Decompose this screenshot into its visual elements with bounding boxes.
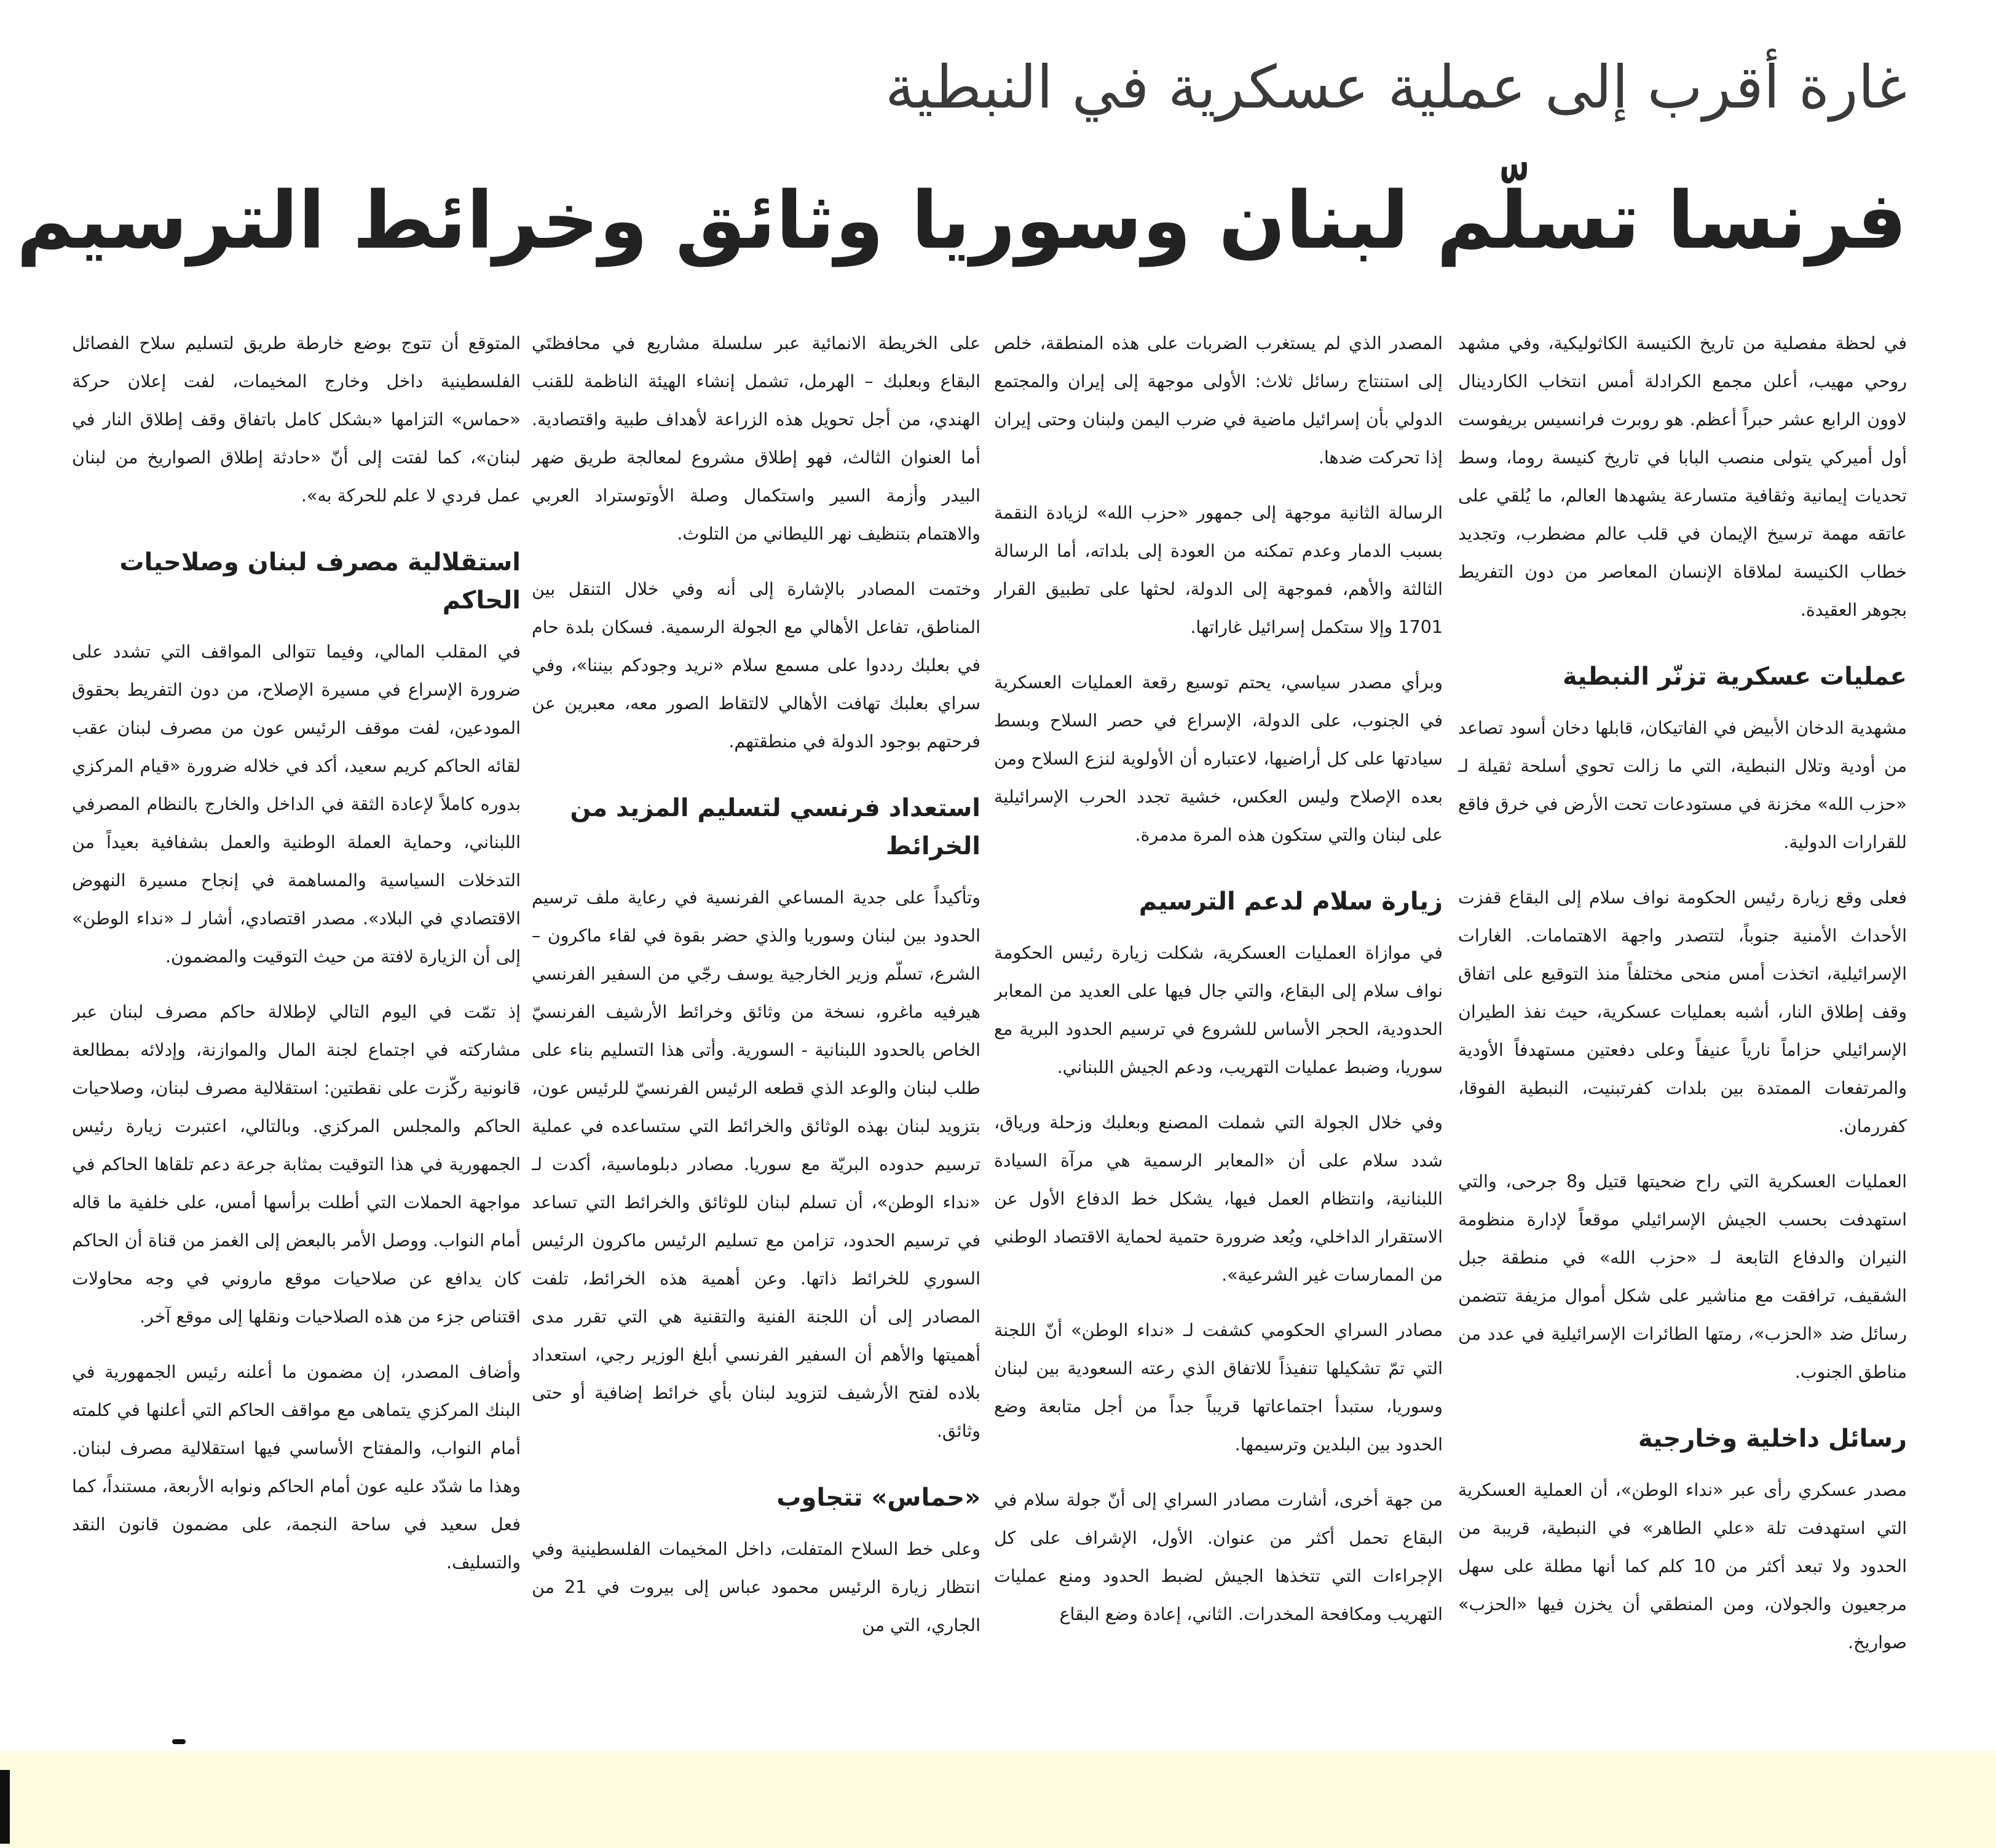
article-paragraph: مصدر عسكري رأى عبر «نداء الوطن»، أن العملية العسكرية التي استهدفت تلة «علي الطاهر» في النبطية، قريبة من الحدود ولا تبعد أكثر من 10 كلم كما أنها مطلة على سهل مرجعيون والجولان، ومن المنطقي أن يخزن فيها «الحزب» صواريخ.	[1458, 1480, 1907, 1653]
section-subheading: «حماس» تتجاوب	[776, 1484, 980, 1512]
section-subheading: استقلالية مصرف لبنان وصلاحيات الحاكم	[119, 548, 521, 615]
article-column-3	[532, 324, 980, 1713]
page-edge-mark-small	[172, 1739, 186, 1744]
bottom-highlight-band	[0, 1750, 1996, 1848]
section-subheading: عمليات عسكرية تزنّر النبطية	[1563, 663, 1907, 691]
article-paragraph: وعلى خط السلاح المتفلت، داخل المخيمات الفلسطينية وفي انتظار زيارة الرئيس محمود عباس إلى بيروت في 21 من الجاري، التي من	[532, 1539, 980, 1635]
article-paragraph: إذ تمّت في اليوم التالي لإطلالة حاكم مصرف لبنان عبر مشاركته في اجتماع لجنة المال والموازنة، وإدلائه بمطالعة قانونية ركّزت على نقطتين: استقلالية مصرف لبنان، وصلاحيات الحاكم والمجلس المركزي. وبالتالي، اعتبرت زيارة رئيس الجمهورية في هذا التوقيت بمثابة جرعة دعم تلقاها الحاكم في مواجهة الحملات التي أطلت برأسها أمس، على خلفية ما قاله أمام النواب. ووصل الأمر بالبعض إلى الغمز من قناة أن الحاكم كان يدافع عن صلاحيات موقع ماروني في وجه محاولات اقتناص جزء من هذه الصلاحيات ونقلها إلى موقع آخر.	[72, 1002, 521, 1327]
article-paragraph: وأضاف المصدر، إن مضمون ما أعلنه رئيس الجمهورية في البنك المركزي يتماهى مع مواقف الحاكم التي أعلنها في كلمته أمام النواب، والمفتاح الأساسي فيها استقلالية مصرف لبنان. وهذا ما شدّد عليه عون أمام الحاكم ونوابه الأربعة، مستنداً، كما فعل سعيد في ساحة النجمة، على مضمون قانون النقد والتسليف.	[72, 1362, 521, 1573]
section-subheading: زيارة سلام لدعم الترسيم	[1138, 887, 1443, 916]
article-paragraph: فعلى وقع زيارة رئيس الحكومة نواف سلام إلى البقاع قفزت الأحداث الأمنية جنوباً، لتتصدر واجهة الاهتمامات. الغارات الإسرائيلية، اتخذت أمس منحى مختلفاً منذ التوقيع على اتفاق وقف إطلاق النار، أشبه بعمليات عسكرية، حيث نفذ الطيران الإسرائيلي حزاماً نارياً عنيفاً وعلى دفعتين مستهدفاً الأودية والمرتفعات الممتدة بين بلدات كفرتبنيت، النبطية الفوقا، كفررمان.	[1458, 887, 1907, 1136]
article-paragraph: الرسالة الثانية موجهة إلى جمهور «حزب الله» لزيادة النقمة بسبب الدمار وعدم تمكنه من العودة إلى بلداته، أما الرسالة الثالثة والأهم، فموجهة إلى الدولة، لحثها على تطبيق القرار 1701 وإلا ستكمل إسرائيل غاراتها.	[994, 503, 1443, 637]
page-edge-mark	[0, 1770, 10, 1844]
article-paragraph: في موازاة العمليات العسكرية، شكلت زيارة رئيس الحكومة نواف سلام إلى البقاع، والتي جال فيها على العديد من المعابر الحدودية، الحجر الأساس للشروع في ترسيم الحدود البرية مع سوريا، وضبط عمليات التهريب، ودعم الجيش اللبناني.	[994, 943, 1443, 1077]
article-paragraph: وختمت المصادر بالإشارة إلى أنه وفي خلال التنقل بين المناطق، تفاعل الأهالي مع الجولة الرسمية. فسكان بلدة حام في بعلبك رددوا على مسمع سلام «نريد وجودكم بيننا»، وفي سراي بعلبك تهافت الأهالي لالتقاط الصور معه، معبرين عن فرحتهم بوجود الدولة في منطقتهم.	[532, 579, 980, 752]
article-paragraph: وتأكيداً على جدية المساعي الفرنسية في رعاية ملف ترسيم الحدود بين لبنان وسوريا والذي حضر بقوة في لقاء ماكرون – الشرع، تسلّم وزير الخارجية يوسف رجّي من السفير الفرنسي هيرفيه ماغرو، نسخة من وثائق وخرائط الأرشيف الفرنسيّ الخاص بالحدود اللبنانية - السورية. وأتى هذا التسليم بناء على طلب لبنان والوعد الذي قطعه الرئيس الفرنسيّ للرئيس عون، بتزويد لبنان بهذه الوثائق والخرائط التي ستساعده في عملية ترسيم حدوده البريّة مع سوريا. مصادر دبلوماسية، أكدت لـ «نداء الوطن»، أن تسلم لبنان للوثائق والخرائط التي تساعد في ترسيم الحدود، تزامن مع تسليم الرئيس ماكرون الرئيس السوري للخرائط ذاتها. وعن أهمية هذه الخرائط، تلفت المصادر إلى أن اللجنة الفنية والتقنية هي التي تقرر مدى أهميتها والأهم أن السفير الفرنسي أبلغ الوزير رجي، استعداد بلاده لفتح الأرشيف لتزويد لبنان بأي خرائط إضافية أو حتى وثائق.	[532, 887, 980, 1441]
article-paragraph: في المقلب المالي، وفيما تتوالى المواقف التي تشدد على ضرورة الإسراع في مسيرة الإصلاح، من دون التفريط بحقوق المودعين، لفت موقف الرئيس عون من مصرف لبنان عقب لقائه الحاكم كريم سعيد، أكد في خلاله ضرورة «قيام المركزي بدوره كاملاً لإعادة الثقة في الداخل والخارج بالنظام المصرفي اللبناني، وحماية العملة الوطنية والعمل بشفافية بعيداً من التدخلات السياسية والمساهمة في إنجاح مسيرة النهوض الاقتصادي في البلاد». مصدر اقتصادي، أشار لـ «نداء الوطن» إلى أن الزيارة لافتة من حيث التوقيت والمضمون.	[72, 642, 521, 967]
section-subheading: رسائل داخلية وخارجية	[1638, 1425, 1907, 1453]
article-kicker: غارة أقرب إلى عملية عسكرية في النبطية	[885, 53, 1907, 122]
article-paragraph: في لحظة مفصلية من تاريخ الكنيسة الكاثوليكية، وفي مشهد روحي مهيب، أعلن مجمع الكرادلة أمس انتخاب الكاردينال لاوون الرابع عشر حبراً أعظم. هو روبرت فرانسيس بريفوست أول أميركي يتولى منصب البابا في تاريخ كنيسة روما، وسط تحديات إيمانية وثقافية متسارعة يشهدها العالم، ما يُلقي على عاتقه مهمة ترسيخ الإيمان في قلب عالم مضطرب، وتجديد خطاب الكنيسة لملاقاة الإنسان المعاصر من دون التفريط بجوهر العقيدة.	[1458, 333, 1907, 620]
article-column-4	[72, 324, 521, 1713]
article-paragraph: وبرأي مصدر سياسي، يحتم توسيع رقعة العمليات العسكرية في الجنوب، على الدولة، الإسراع في حصر السلاح وبسط سيادتها على كل أراضيها، لاعتباره أن الأولوية لنزع السلاح ومن بعده الإصلاح وليس العكس، خشية تجدد الحرب الإسرائيلية على لبنان والتي ستكون هذه المرة مدمرة.	[994, 672, 1443, 845]
article-paragraph: المصدر الذي لم يستغرب الضربات على هذه المنطقة، خلص إلى استنتاج رسائل ثلاث: الأولى موجهة إلى إيران والمجتمع الدولي بأن إسرائيل ماضية في ضرب اليمن ولبنان وحتى إيران إذا تحركت ضدها.	[994, 333, 1443, 468]
article-column-1	[1458, 324, 1907, 1713]
article-headline: فرنسا تسلّم لبنان وسوريا وثائق وخرائط الترسيم	[16, 175, 1907, 267]
article-paragraph: من جهة أخرى، أشارت مصادر السراي إلى أنّ جولة سلام في البقاع تحمل أكثر من عنوان. الأول، الإشراف على كل الإجراءات التي تتخذها الجيش لضبط الحدود ومنع عمليات التهريب ومكافحة المخدرات. الثاني، إعادة وضع البقاع	[994, 1490, 1443, 1624]
article-paragraph: مصادر السراي الحكومي كشفت لـ «نداء الوطن» أنّ اللجنة التي تمّ تشكيلها تنفيذاً للاتفاق الذي رعته السعودية بين لبنان وسوريا، ستبدأ اجتماعاتها قريباً جداً من أجل متابعة وضع الحدود بين البلدين وترسيمها.	[994, 1320, 1443, 1455]
section-subheading: استعداد فرنسي لتسليم المزيد من الخرائط	[570, 794, 980, 860]
article-paragraph: وفي خلال الجولة التي شملت المصنع وبعلبك وزحلة ورياق، شدد سلام على أن «المعابر الرسمية هي مرآة السيادة اللبنانية، وانتظام العمل فيها، يشكل خط الدفاع الأول عن الاستقرار الداخلي، ويُعد ضرورة حتمية لحماية الاقتصاد الوطني من الممارسات غير الشرعية».	[994, 1112, 1443, 1285]
article-paragraph: على الخريطة الانمائية عبر سلسلة مشاريع في محافظتَي البقاع وبعلبك – الهرمل، تشمل إنشاء الهيئة الناظمة للقنب الهندي، من أجل تحويل هذه الزراعة لأهداف طبية واقتصادية. أما العنوان الثالث، فهو إطلاق مشروع لمعالجة طريق ضهر البيدر وأزمة السير واستكمال وصلة الأوتوستراد العربي والاهتمام بتنظيف نهر الليطاني من التلوث.	[532, 333, 980, 544]
article-paragraph: مشهدية الدخان الأبيض في الفاتيكان، قابلها دخان أسود تصاعد من أودية وتلال النبطية، التي ما زالت تحوي أسلحة ثقيلة لـ «حزب الله» مخزنة في مستودعات تحت الأرض في خرق فاقع للقرارات الدولية.	[1458, 718, 1907, 852]
article-paragraph: المتوقع أن تتوج بوضع خارطة طريق لتسليم سلاح الفصائل الفلسطينية داخل وخارج المخيمات، لفت إعلان حركة «حماس» التزامها «بشكل كامل باتفاق وقف إطلاق النار في لبنان»، كما لفتت إلى أنّ «حادثة إطلاق الصواريخ من لبنان عمل فردي لا علم للحركة به».	[72, 333, 521, 506]
article-column-2	[994, 324, 1443, 1713]
article-paragraph: العمليات العسكرية التي راح ضحيتها قتيل و8 جرحى، والتي استهدفت بحسب الجيش الإسرائيلي موقعاً لإدارة منظومة النيران والدفاع التابعة لـ «حزب الله» في منطقة جبل الشقيف، ترافقت مع مناشير على شكل أموال مزيفة تتضمن رسائل ضد «الحزب»، رمتها الطائرات الإسرائيلية في عدد من مناطق الجنوب.	[1458, 1171, 1907, 1382]
